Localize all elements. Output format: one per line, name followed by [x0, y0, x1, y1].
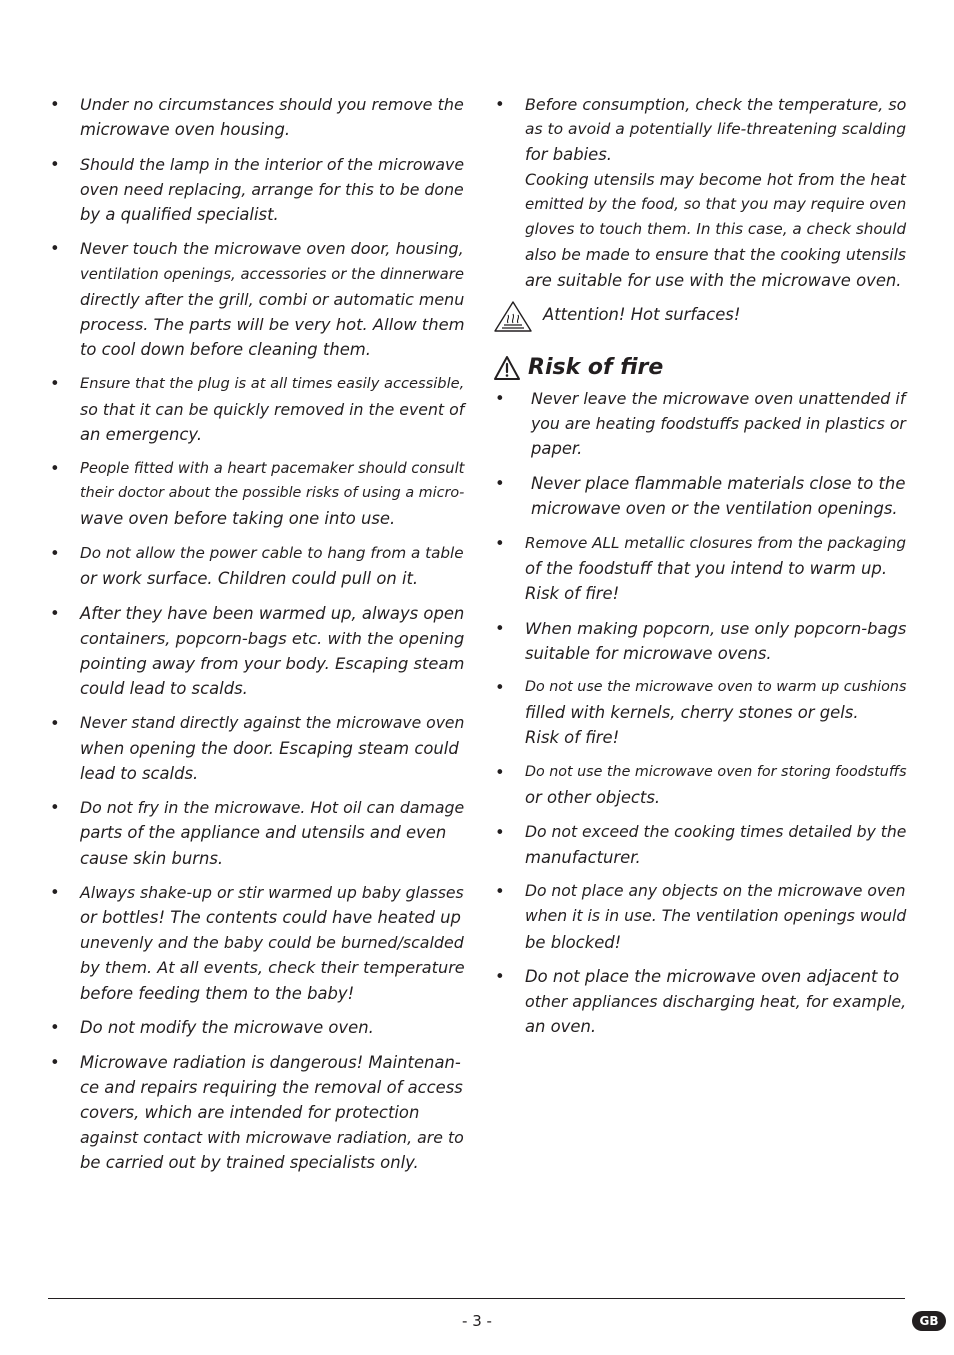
warning-triangle-icon	[493, 355, 521, 381]
text-line: covers, which are intended for protection	[80, 1102, 420, 1122]
text-line: • When making popcorn, use only popcorn-bags	[525, 618, 907, 638]
text-line: Cooking utensils may become hot from the heat	[525, 170, 906, 190]
text-line: wave oven before taking one into use.	[80, 509, 396, 529]
text-line: • Never stand directly against the microwave oven	[80, 713, 465, 732]
text-line: • Under no circumstances should you remove the	[80, 95, 464, 114]
text-line: by them. At all events, check their temperature	[80, 958, 465, 978]
list-item	[48, 880, 464, 1005]
list-item	[48, 152, 464, 227]
text-line: unevenly and the baby could be burned/scalded	[80, 933, 464, 953]
list-item	[493, 531, 906, 606]
text-line: pointing away from your body. Escaping steam	[80, 653, 465, 673]
page-number: - 3 -	[462, 1312, 492, 1330]
text-line: parts of the appliance and utensils and even	[80, 823, 447, 843]
section-title: Risk of fire	[528, 355, 664, 381]
text-line: • Do not use the microwave oven for storing foodstuffs	[525, 763, 907, 780]
text-line: microwave oven housing.	[80, 120, 291, 140]
text-line: so that it can be quickly removed in the event of	[80, 399, 465, 419]
text-line: when it is in use. The ventilation openings would	[525, 907, 907, 926]
text-line: suitable for microwave ovens.	[525, 643, 772, 663]
list-item	[493, 675, 906, 750]
right-column	[493, 92, 906, 1049]
text-line: cause skin burns.	[80, 848, 224, 868]
text-line: lead to scalds.	[80, 763, 199, 783]
text-line: you are heating foodstuffs packed in plastics or	[531, 414, 906, 434]
text-line: • Do not fry in the microwave. Hot oil can damage	[80, 798, 465, 818]
text-line: • Do not use the microwave oven to warm up cushions	[525, 679, 907, 696]
list-item	[48, 795, 464, 870]
text-line: • Remove ALL metallic closures from the packaging	[525, 533, 907, 552]
fire-indented-list	[493, 386, 906, 521]
text-line: are suitable for use with the microwave oven.	[525, 270, 902, 290]
text-line: could lead to scalds.	[80, 678, 248, 698]
text-line: • Should the lamp in the interior of the microwave	[80, 154, 465, 174]
text-line: • After they have been warmed up, always open	[80, 603, 465, 623]
text-line: or work surface. Children could pull on it.	[80, 569, 419, 589]
text-line: • Never leave the microwave oven unattended if	[531, 389, 906, 409]
list-item	[493, 760, 906, 810]
text-line: manufacturer.	[525, 847, 641, 867]
text-line: by a qualified specialist.	[80, 204, 279, 224]
list-item	[493, 820, 906, 870]
text-line: • Do not place any objects on the microwave oven	[525, 882, 906, 901]
text-line: when opening the door. Escaping steam could	[80, 738, 459, 758]
text-line: • Before consumption, check the temperature, so	[525, 95, 907, 114]
text-line: be carried out by trained specialists only.	[80, 1153, 419, 1173]
list-item	[493, 964, 906, 1039]
text-line: as to avoid a potentially life-threatening scalding	[525, 120, 907, 139]
text-line: an emergency.	[80, 424, 203, 444]
list-item	[48, 236, 464, 361]
text-line: to cool down before cleaning them.	[80, 339, 371, 359]
text-line: • Always shake-up or stir warmed up baby glasses	[80, 883, 464, 903]
list-item	[48, 456, 464, 531]
text-line: oven need replacing, arrange for this to be done	[80, 179, 464, 199]
text-line: emitted by the food, so that you may require oven	[525, 195, 907, 214]
text-line: also be made to ensure that the cooking utensils	[525, 245, 906, 264]
text-line: • Do not modify the microwave oven.	[80, 1018, 374, 1038]
text-line: directly after the grill, combi or automatic menu	[80, 289, 465, 309]
text-line: • Do not exceed the cooking times detailed by the	[525, 822, 907, 841]
text-line: microwave oven or the ventilation openings.	[531, 499, 898, 519]
text-line: • Never place flammable materials close to the	[531, 474, 906, 494]
text-line: against contact with microwave radiation, are to	[80, 1127, 464, 1147]
text-line: process. The parts will be very hot. Allow them	[80, 314, 465, 334]
text-line: • People fitted with a heart pacemaker should consult	[80, 460, 465, 478]
list-item	[493, 471, 906, 521]
fire-bullet-list	[493, 531, 906, 1040]
list-item	[493, 879, 906, 954]
text-line: • Ensure that the plug is at all times easily accessible,	[80, 375, 465, 393]
list-item	[48, 541, 464, 591]
text-line: be blocked!	[525, 932, 622, 952]
text-line: their doctor about the possible risks of using a micro-	[80, 485, 465, 502]
list-item	[48, 371, 464, 446]
text-line: Risk of fire!	[525, 583, 620, 603]
text-line: or bottles! The contents could have heated up	[80, 908, 461, 928]
text-line: • Never touch the microwave oven door, housing,	[80, 239, 464, 259]
list-item	[48, 1050, 464, 1175]
text-line: • Do not place the microwave oven adjacent to	[525, 967, 900, 987]
text-line: filled with kernels, cherry stones or gels.	[525, 703, 859, 723]
text-line: ce and repairs requiring the removal of access	[80, 1077, 463, 1097]
left-bullet-list	[48, 92, 464, 1175]
list-item	[48, 601, 464, 701]
hot-surface-icon	[493, 300, 533, 334]
text-line: for babies.	[525, 145, 612, 165]
text-line: before feeding them to the baby!	[80, 983, 355, 1003]
hot-surface-text: Attention! Hot surfaces!	[543, 305, 741, 325]
intro-bullet-list	[493, 92, 906, 293]
list-item	[48, 711, 464, 786]
text-line: containers, popcorn-bags etc. with the opening	[80, 628, 465, 648]
footer-divider	[48, 1298, 905, 1299]
text-line: of the foodstuff that you intend to warm up.	[525, 558, 888, 578]
text-line: ventilation openings, accessories or the dinnerware	[80, 265, 464, 283]
text-line: other appliances discharging heat, for example,	[525, 992, 907, 1012]
list-item	[493, 386, 906, 461]
list-item	[493, 616, 906, 666]
left-column	[48, 92, 464, 1185]
text-line: paper.	[531, 439, 583, 459]
text-line: an oven.	[525, 1017, 597, 1037]
text-line: • Do not allow the power cable to hang from a table	[80, 544, 464, 562]
risk-of-fire-heading	[493, 354, 906, 382]
list-item	[48, 92, 464, 142]
text-line: • Microwave radiation is dangerous! Maintenan-	[80, 1052, 461, 1072]
text-line: Risk of fire!	[525, 728, 620, 748]
hot-surface-notice	[493, 302, 906, 338]
country-badge: GB	[912, 1311, 946, 1331]
list-item	[48, 1015, 464, 1040]
text-line: gloves to touch them. In this case, a check should	[525, 220, 907, 239]
list-item	[493, 92, 906, 293]
text-line: or other objects.	[525, 788, 661, 808]
